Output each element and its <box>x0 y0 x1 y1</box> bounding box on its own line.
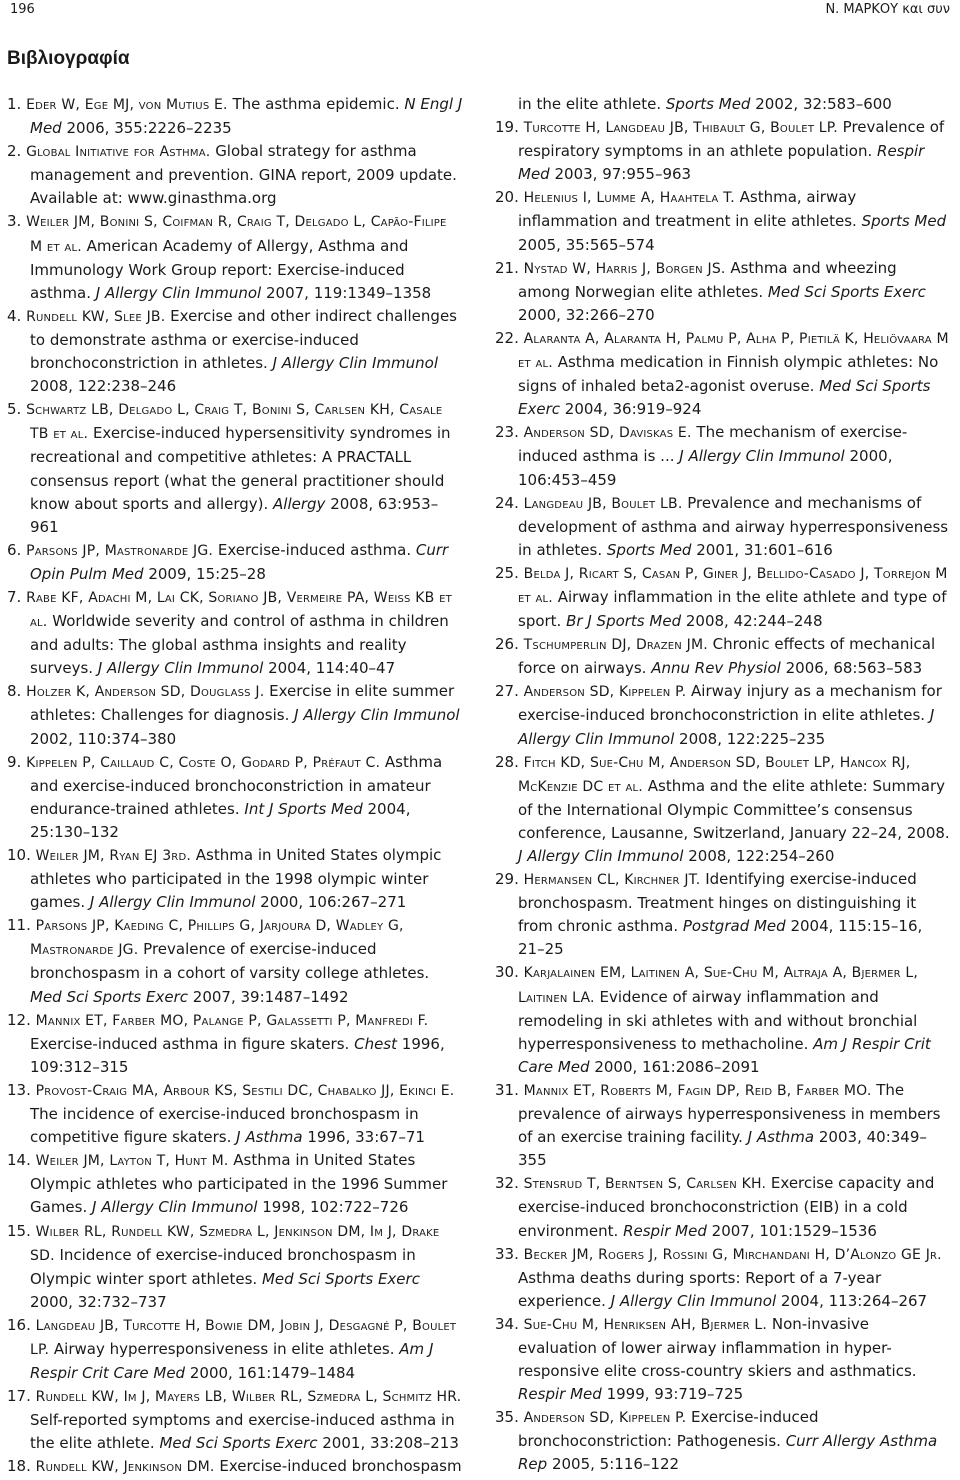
ref-title: Asthma and wheezing among Norwegian elite athletes. <box>518 258 897 301</box>
ref-number: 9. <box>7 752 22 771</box>
ref-citation: 2007, 39:1487–1492 <box>192 987 349 1006</box>
ref-citation: 2000, 32:732–737 <box>30 1292 167 1311</box>
reference-31 <box>495 1079 951 1172</box>
ref-journal: Med Sci Sports Exerc <box>261 1269 420 1288</box>
ref-number: 27. <box>495 682 519 701</box>
reference-18 <box>7 1455 463 1479</box>
ref-number: 8. <box>7 682 22 701</box>
ref-authors: Parsons JP, Kaeding C, Phillips G, Jarjoura D, Wadley G, Mastronarde JG. <box>30 918 404 959</box>
ref-authors: Turcotte H, Langdeau JB, Thibault G, Boulet LP. <box>523 120 838 137</box>
ref-number: 7. <box>7 587 22 606</box>
ref-title: in the elite athlete. <box>518 95 662 113</box>
ref-citation: 2005, 35:565–574 <box>518 235 655 254</box>
ref-title: Non-invasive evaluation of lower airway inflammation in hyper-responsive elite cross-country skiers and asthmatics. <box>518 1314 917 1381</box>
reference-27 <box>495 680 951 750</box>
ref-journal: J Allergy Clin Immunol <box>294 706 460 725</box>
reference-17 <box>7 1385 463 1455</box>
ref-citation: 2002, 32:583–600 <box>755 95 892 113</box>
ref-authors: Belda J, Ricart S, Casan P, Giner J, Bellido-Casado J, Torrejon M et al. <box>518 565 948 606</box>
ref-citation: 2008, 122:225–235 <box>679 729 826 748</box>
ref-authors: Rundell KW, Slee JB. <box>26 308 166 325</box>
ref-title: Exercise in elite summer athletes: Challenges for diagnosis. <box>30 682 455 725</box>
page-header <box>0 0 960 20</box>
ref-journal: J Allergy Clin Immunol <box>518 706 935 748</box>
reference-30 <box>495 961 951 1078</box>
ref-citation: 2003, 40:349–355 <box>518 1128 927 1170</box>
ref-journal: Postgrad Med <box>682 917 786 936</box>
ref-journal: Curr Opin Pulm Med <box>30 540 449 583</box>
ref-authors: Langdeau JB, Boulet LB. <box>523 495 683 512</box>
ref-citation: 2009, 15:25–28 <box>148 564 266 583</box>
ref-title: Self-reported symptoms and exercise-induced asthma in the elite athlete. <box>30 1411 455 1453</box>
ref-authors: Global Initiative for Asthma. <box>26 144 211 161</box>
ref-number: 1. <box>7 95 22 113</box>
ref-title: Airway injury as a mechanism for exercise-induced bronchoconstriction in elite athletes. <box>518 682 942 725</box>
ref-journal: J Allergy Clin Immunol <box>89 893 256 912</box>
reference-25 <box>495 562 951 633</box>
ref-title: Evidence of airway inflammation and remodeling in ski athletes with and without bronchial hyperresponsiveness to methacholine. <box>518 987 918 1053</box>
page-number: 196 <box>10 2 35 17</box>
ref-title: Chronic effects of mechanical force on airways. <box>518 635 936 678</box>
ref-journal: J Allergy Clin Immunol <box>518 847 684 865</box>
ref-title: Asthma deaths during sports: Report of a 7-year experience. <box>518 1268 882 1310</box>
reference-23 <box>495 421 951 491</box>
ref-number: 10. <box>7 846 31 864</box>
reference-13 <box>7 1079 463 1149</box>
ref-title: Global strategy for asthma management and prevention. GINA report, 2009 update. Available at: www.ginasthma.org <box>30 142 457 208</box>
reference-19 <box>495 116 951 186</box>
ref-number: 14. <box>7 1151 31 1170</box>
reference-20 <box>495 186 951 256</box>
ref-authors: Tschumperlin DJ, Drazen JM. <box>523 637 708 654</box>
ref-title: Worldwide severity and control of asthma in children and adults: The global asthma insights and reality surveys. <box>30 612 449 678</box>
ref-journal: Am J Respir Crit Care Med <box>30 1339 434 1383</box>
ref-number: 24. <box>495 493 519 512</box>
ref-number: 23. <box>495 423 519 442</box>
ref-title: The asthma epidemic. <box>232 95 400 113</box>
ref-citation: 2001, 33:208–213 <box>322 1434 459 1453</box>
ref-citation: 2000, 161:1479–1484 <box>189 1364 356 1383</box>
ref-citation: 1996, 33:67–71 <box>307 1128 425 1147</box>
ref-number: 33. <box>495 1244 519 1263</box>
running-title: Ν. ΜΑΡΚΟΥ και συν <box>825 2 950 17</box>
reference-24 <box>495 492 951 562</box>
ref-journal: J Allergy Clin Immunol <box>679 447 845 466</box>
ref-number: 29. <box>495 870 519 889</box>
ref-citation: 1998, 102:722–726 <box>262 1198 409 1217</box>
ref-citation: 2007, 119:1349–1358 <box>265 283 432 302</box>
ref-number: 3. <box>7 212 22 231</box>
ref-journal: J Asthma <box>236 1128 303 1147</box>
ref-authors: Eder W, Ege MJ, von Mutius E. <box>26 97 228 113</box>
ref-authors: Nystad W, Harris J, Borgen JS. <box>523 260 726 277</box>
ref-authors: Anderson SD, Daviskas E. <box>523 425 692 442</box>
ref-authors: Becker JM, Rogers J, Rossini G, Mirchandani H, D’Alonzo GE Jr. <box>523 1246 942 1263</box>
ref-title: The incidence of exercise-induced bronchospasm in competitive figure skaters. <box>30 1105 419 1147</box>
ref-number: 30. <box>495 963 519 982</box>
reference-4 <box>7 305 463 398</box>
ref-title: Exercise and other indirect challenges to demonstrate asthma or exercise-induced bronchoconstriction in athletes. <box>30 306 457 373</box>
reference-12 <box>7 1009 463 1079</box>
ref-authors: Anderson SD, Kippelen P. <box>523 1410 687 1427</box>
ref-number: 25. <box>495 563 519 582</box>
ref-journal: Sports Med <box>861 212 947 231</box>
ref-journal: J Allergy Clin Immunol <box>272 354 439 373</box>
ref-citation: 2004, 36:919–924 <box>564 400 702 419</box>
ref-authors: Rundell KW, Im J, Mayers LB, Wilber RL, Szmedra L, Schmitz HR. <box>35 1389 462 1406</box>
ref-citation: 2008, 122:254–260 <box>688 847 835 865</box>
ref-number: 6. <box>7 540 22 559</box>
ref-title: The prevalence of airways hyperresponsiveness in members of an exercise training facility. <box>518 1080 941 1147</box>
ref-journal: Sports Med <box>665 95 751 113</box>
ref-journal: Respir Med <box>623 1221 707 1240</box>
ref-number: 17. <box>7 1387 31 1406</box>
ref-citation: 2000, 161:2086–2091 <box>594 1057 760 1076</box>
ref-authors: Holzer K, Anderson SD, Douglass J. <box>26 684 265 701</box>
ref-title: Asthma and the elite athlete: Summary of the International Olympic Committee’s consensus conference, Lausanne, Switzerland, January 22–24, 2008. <box>518 776 950 842</box>
ref-journal: J Allergy Clin Immunol <box>97 659 264 678</box>
reference-10 <box>7 844 463 914</box>
ref-journal: Curr Allergy Asthma Rep <box>518 1432 938 1474</box>
ref-citation: 2000, 106:267–271 <box>260 893 407 912</box>
section-heading: Βιβλιογραφία <box>7 48 130 69</box>
reference-16 <box>7 1314 463 1385</box>
ref-number: 13. <box>7 1080 31 1099</box>
reference-9 <box>7 751 463 844</box>
ref-title: Exercise-induced hypersensitivity syndromes in recreational and competitive athletes: A PRACTALL consensus report (what the general practitioner should know about sports and allergy). <box>30 424 451 513</box>
ref-number: 28. <box>495 752 519 771</box>
ref-title: Asthma medication in Finnish olympic athletes: No signs of inhaled beta2-agonist overuse. <box>518 353 939 396</box>
ref-title: Incidence of exercise-induced bronchospasm in Olympic winter sport athletes. <box>30 1245 416 1288</box>
ref-title: Asthma in United States Olympic athletes who participated in the 1996 Summer Games. <box>30 1151 448 1217</box>
ref-title: Exercise-induced bronchoconstriction: Pathogenesis. <box>518 1408 819 1451</box>
reference-32 <box>495 1172 951 1242</box>
ref-authors: Rabe KF, Adachi M, Lai CK, Soriano JB, Vermeire PA, Weiss KB et al. <box>26 589 452 631</box>
ref-title: Exercise-induced asthma in figure skaters. <box>30 1034 350 1053</box>
ref-citation: 2008, 122:238–246 <box>30 377 177 396</box>
ref-authors: Provost-Craig MA, Arbour KS, Sestili DC, Chabalko JJ, Ekinci E. <box>35 1082 455 1099</box>
reference-5 <box>7 398 463 539</box>
ref-citation: 1996, 109:312–315 <box>30 1034 445 1076</box>
ref-authors: Hermansen CL, Kirchner JT. <box>523 872 701 889</box>
ref-citation: 2000, 32:266–270 <box>518 305 655 324</box>
ref-citation: 2004, 25:130–132 <box>30 799 411 841</box>
ref-authors: Kippelen P, Caillaud C, Coste O, Godard P, Préfaut C. <box>26 754 381 771</box>
ref-title: American Academy of Allergy, Asthma and Immunology Work Group report: Exercise-induced asthma. <box>30 236 409 302</box>
ref-citation: 2004, 115:15–16, 21–25 <box>518 917 923 959</box>
ref-number: 31. <box>495 1080 519 1099</box>
ref-authors: Langdeau JB, Turcotte H, Bowie DM, Jobin J, Desgagné P, Boulet LP. <box>30 1317 457 1358</box>
ref-number: 5. <box>7 400 22 419</box>
ref-number: 2. <box>7 142 22 161</box>
ref-journal: Am J Respir Crit Care Med <box>518 1034 931 1076</box>
ref-citation: 2008, 42:244–248 <box>685 612 823 631</box>
ref-citation: 2002, 110:374–380 <box>30 729 177 748</box>
ref-citation: 2008, 63:953–961 <box>30 494 439 536</box>
ref-authors: Alaranta A, Alaranta H, Palmu P, Alha P, Pietilä K, Heliövaara M et al. <box>518 330 949 372</box>
ref-title: Exercise-induced asthma. <box>217 540 412 559</box>
ref-journal: J Allergy Clin Immunol <box>92 1198 258 1217</box>
ref-journal: J Allergy Clin Immunol <box>95 283 262 302</box>
reference-21 <box>495 257 951 327</box>
ref-authors: Mannix ET, Roberts M, Fagin DP, Reid B, Farber MO. <box>523 1082 872 1099</box>
ref-authors: Wilber RL, Rundell KW, Szmedra L, Jenkinson DM, Im J, Drake SD. <box>30 1223 440 1264</box>
ref-citation: 2004, 113:264–267 <box>780 1291 928 1310</box>
ref-number: 18. <box>7 1457 31 1476</box>
ref-journal: Chest <box>354 1034 397 1053</box>
reference-1 <box>7 93 463 140</box>
ref-title: Prevalence and mechanisms of development of asthma and airway hyperresponsiveness in athletes. <box>518 493 949 559</box>
reference-2 <box>7 140 463 210</box>
ref-citation: 2003, 97:955–963 <box>554 165 692 184</box>
ref-authors: Weiler JM, Ryan EJ 3rd. <box>35 848 192 864</box>
ref-journal: Sports Med <box>606 540 692 559</box>
ref-number: 34. <box>495 1314 519 1333</box>
ref-journal: Allergy <box>273 494 326 513</box>
ref-title: Asthma in United States olympic athletes who participated in the 1998 olympic winter games. <box>30 846 442 912</box>
ref-journal: Annu Rev Physiol <box>651 659 781 678</box>
ref-title: Prevalence of exercise-induced bronchospasm in a cohort of varsity college athletes. <box>30 940 430 983</box>
ref-journal: Respir Med <box>518 1385 602 1404</box>
ref-authors: Karjalainen EM, Laitinen A, Sue-Chu M, Altraja A, Bjermer L, Laitinen LA. <box>518 965 919 1006</box>
ref-title: Prevalence of respiratory symptoms in an athlete population. <box>518 118 945 161</box>
ref-number: 11. <box>7 916 31 935</box>
ref-journal: J Allergy Clin Immunol <box>610 1291 777 1310</box>
ref-title: The mechanism of exercise-induced asthma is ... <box>518 423 908 466</box>
ref-citation: 2000, 106:453–459 <box>518 447 893 489</box>
ref-number: 16. <box>7 1315 31 1334</box>
ref-number: 22. <box>495 328 519 347</box>
ref-citation: 2007, 101:1529–1536 <box>711 1221 877 1240</box>
ref-journal: J Asthma <box>747 1128 815 1147</box>
ref-journal: Int J Sports Med <box>244 799 363 818</box>
ref-number: 35. <box>495 1408 519 1427</box>
ref-title: Identifying exercise-induced bronchospasm. Treatment hinges on distinguishing it from chronic asthma. <box>518 870 917 936</box>
ref-authors: Weiler JM, Bonini S, Coifman R, Craig T, Delgado L, Capão-Filipe M et al. <box>26 214 447 255</box>
ref-journal: Med Sci Sports Exerc <box>159 1434 318 1453</box>
ref-authors: Parsons JP, Mastronarde JG. <box>26 542 214 559</box>
reference-26 <box>495 633 951 680</box>
ref-citation: 2001, 31:601–616 <box>696 540 833 559</box>
ref-citation: 1999, 93:719–725 <box>606 1385 744 1404</box>
reference-33 <box>495 1243 951 1313</box>
reference-14 <box>7 1149 463 1219</box>
ref-number: 4. <box>7 306 22 325</box>
ref-citation: 2005, 5:116–122 <box>551 1455 680 1474</box>
reference-29 <box>495 868 951 961</box>
ref-citation: 2004, 114:40–47 <box>268 659 396 678</box>
reference-8 <box>7 680 463 750</box>
reference-3 <box>7 210 463 304</box>
ref-authors: Stensrud T, Berntsen S, Carlsen KH. <box>523 1176 767 1193</box>
ref-title: Asthma and exercise-induced bronchoconstriction in amateur endurance-trained athletes. <box>30 752 443 818</box>
reference-18-continued <box>495 93 951 116</box>
ref-journal: Respir Med <box>518 142 925 184</box>
ref-number: 32. <box>495 1174 519 1193</box>
ref-authors: Helenius I, Lumme A, Haahtela T. <box>523 190 735 207</box>
ref-journal: Med Sci Sports Exerc <box>518 377 931 419</box>
reference-22 <box>495 327 951 421</box>
ref-number: 12. <box>7 1010 31 1029</box>
reference-column-right <box>495 93 951 1477</box>
reference-11 <box>7 914 463 1008</box>
ref-journal: Br J Sports Med <box>566 612 682 631</box>
reference-7 <box>7 586 463 680</box>
ref-authors: Mannix ET, Farber MO, Palange P, Galassetti P, Manfredi F. <box>35 1012 429 1029</box>
ref-citation: 2006, 68:563–583 <box>785 659 923 678</box>
ref-title: Asthma, airway inflammation and treatment in elite athletes. <box>518 188 857 231</box>
ref-number: 21. <box>495 258 519 277</box>
ref-number: 19. <box>495 118 519 137</box>
ref-authors: Anderson SD, Kippelen P. <box>523 684 687 701</box>
ref-number: 15. <box>7 1221 31 1240</box>
ref-authors: Weiler JM, Layton T, Hunt M. <box>35 1153 229 1170</box>
ref-title: Airway hyperresponsiveness in elite athletes. <box>53 1339 395 1358</box>
ref-title: Exercise-induced bronchospasm <box>219 1457 462 1476</box>
reference-28 <box>495 751 951 868</box>
ref-authors: Fitch KD, Sue-Chu M, Anderson SD, Boulet LP, Hancox RJ, McKenzie DC et al. <box>518 754 911 795</box>
ref-journal: Med Sci Sports Exerc <box>30 987 189 1006</box>
ref-authors: Sue-Chu M, Henriksen AH, Bjermer L. <box>523 1316 768 1333</box>
reference-15 <box>7 1220 463 1314</box>
ref-number: 20. <box>495 188 519 207</box>
ref-authors: Rundell KW, Jenkinson DM. <box>35 1459 215 1476</box>
reference-35 <box>495 1406 951 1476</box>
ref-title: Exercise capacity and exercise-induced bronchoconstriction (EIB) in a cold environment. <box>518 1174 935 1240</box>
reference-column-left <box>7 93 463 1480</box>
ref-citation: 2006, 355:2226–2235 <box>66 119 232 138</box>
ref-journal: N Engl J Med <box>30 95 463 138</box>
ref-authors: Schwartz LB, Delgado L, Craig T, Bonini S, Carlsen KH, Casale TB et al. <box>26 402 443 443</box>
ref-number: 26. <box>495 635 519 654</box>
reference-6 <box>7 539 463 586</box>
ref-journal: Med Sci Sports Exerc <box>767 282 926 301</box>
ref-title: Airway inflammation in the elite athlete and type of sport. <box>518 587 947 631</box>
